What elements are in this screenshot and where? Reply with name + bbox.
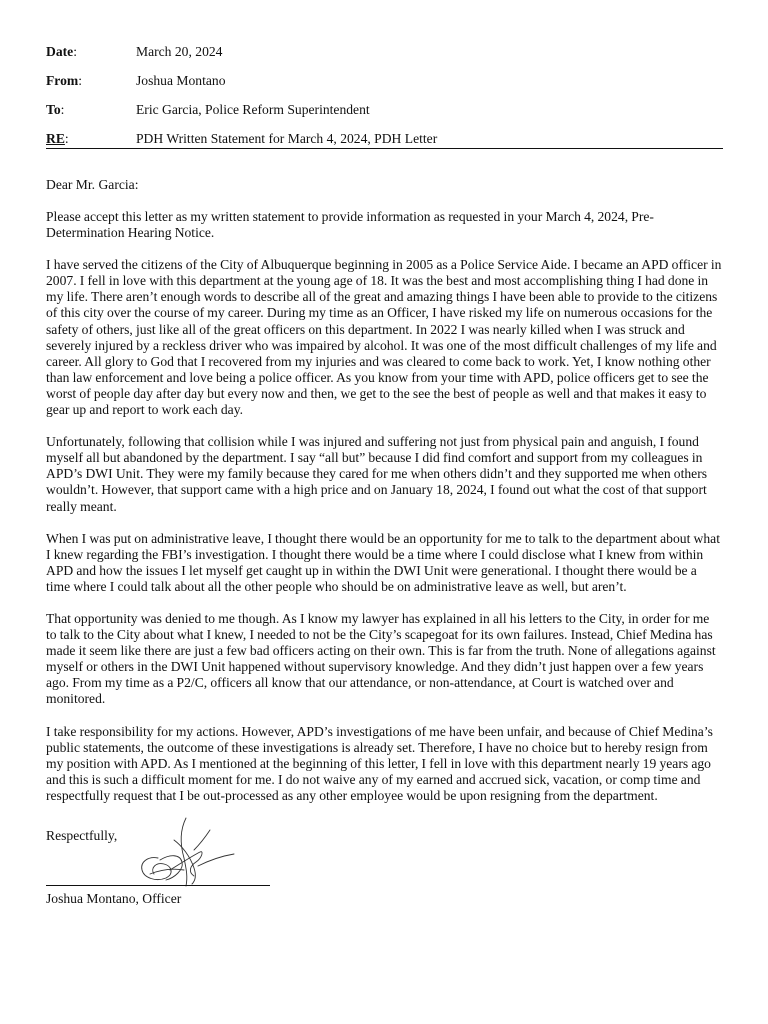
salutation: Dear Mr. Garcia: (46, 177, 139, 192)
signer-name: Joshua Montano, Officer (46, 891, 182, 906)
from-label: From: (46, 73, 82, 88)
from-value: Joshua Montano (136, 73, 226, 88)
date-row (46, 44, 723, 73)
re-row (46, 131, 723, 149)
closing-block (46, 828, 723, 888)
paragraph-request: Please accept this letter as my written statement to provide information as requested in your March 4, 2024, Pre-Determination Hearing Notice. (46, 209, 654, 241)
paragraph-collision: Unfortunately, following that collision while I was injured and suffering not just from physical pain and anguish, I found myself all but abandoned by the department. I say “all but” because I did find comfort and support from my colleagues in APD’s DWI Unit. They were my family because they cared for me when others didn’t and they supported me when others wouldn’t. However, that support came with a high price and on January 18, 2024, I found out what the cost of that support really meant. (46, 434, 708, 514)
date-value: March 20, 2024 (136, 44, 223, 59)
to-label: To: (46, 102, 65, 117)
re-label: RE: (46, 131, 69, 146)
paragraph-administrative-leave: When I was put on administrative leave, I thought there would be an opportunity for me to talk to the department about what I knew regarding the FBI’s investigation. I thought there would be a time where I could disclose what I knew from within APD and how the issues I let myself get caught up in within the DWI Unit were generational. I thought there would be a time where I could talk about all the other people who should be on administrative leave as well, but aren’t. (46, 530, 720, 594)
to-value: Eric Garcia, Police Reform Superintendent (136, 102, 370, 117)
to-row (46, 102, 723, 131)
paragraph-resignation: I take responsibility for my actions. However, APD’s investigations of me have been unfair, and because of Chief Medina’s public statements, the outcome of these investigations is already set. Therefore, I have no choice but to hereby resign from my position with APD. As I mentioned at the beginning of this letter, I fell in love with this department nearly 19 years ago and this is such a difficult moment for me. I do not waive any of my earned and accrued sick, vacation, or comp time and respectfully request that I be out-processed as any other employee would be upon resigning from the department. (46, 723, 713, 803)
paragraph-service-history: I have served the citizens of the City of Albuquerque beginning in 2005 as a Police Service Aide. I became an APD officer in 2007. I fell in love with this department at the young age of 18. It was the best and most accomplishing thing I had done in my life. There aren’t enough words to describe all of the great and amazing things I have been able to provide to the citizens of this city over the course of my career. During my time as an Officer, I have risked my life on numerous occasions for the safety of others, just like all of the great officers on this department. In 2022 I was nearly killed when I was struck and severely injured by a reckless driver who was impaired by alcohol. It was one of the most difficult challenges of my life and career. All glory to God that I recovered from my injuries and was cleared to come back to work. Yet, I know nothing other than law enforcement and love being a police officer. As you know from your time with APD, police officers get to see the worst of people day after day but every now and then, we get to the see the best of people as well and that makes it easy to gear up and report to work each day. (46, 257, 722, 418)
letter-page (46, 44, 723, 907)
date-label: Date: (46, 44, 77, 59)
signature-image (130, 810, 240, 892)
paragraph-opportunity-denied: That opportunity was denied to me though. As I know my lawyer has explained in all his letters to the City, in order for me to talk to the City about what I knew, I needed to not be the City’s scapegoat for its own failures. Instead, Chief Medina has made it seem like there are just a few bad officers acting on their own. This is far from the truth. None of allegations against myself or others in the DWI Unit happened without supervisory knowledge. And they didn’t just happen over a few years ago. From my time as a P2/C, officers all know that our attendance, or non-attendance, at Court is watched over and monitored. (46, 610, 716, 707)
closing-text: Respectfully, (46, 828, 118, 843)
re-value: PDH Written Statement for March 4, 2024, PDH Letter (136, 131, 438, 146)
signature-line (46, 885, 270, 886)
from-row (46, 73, 723, 102)
